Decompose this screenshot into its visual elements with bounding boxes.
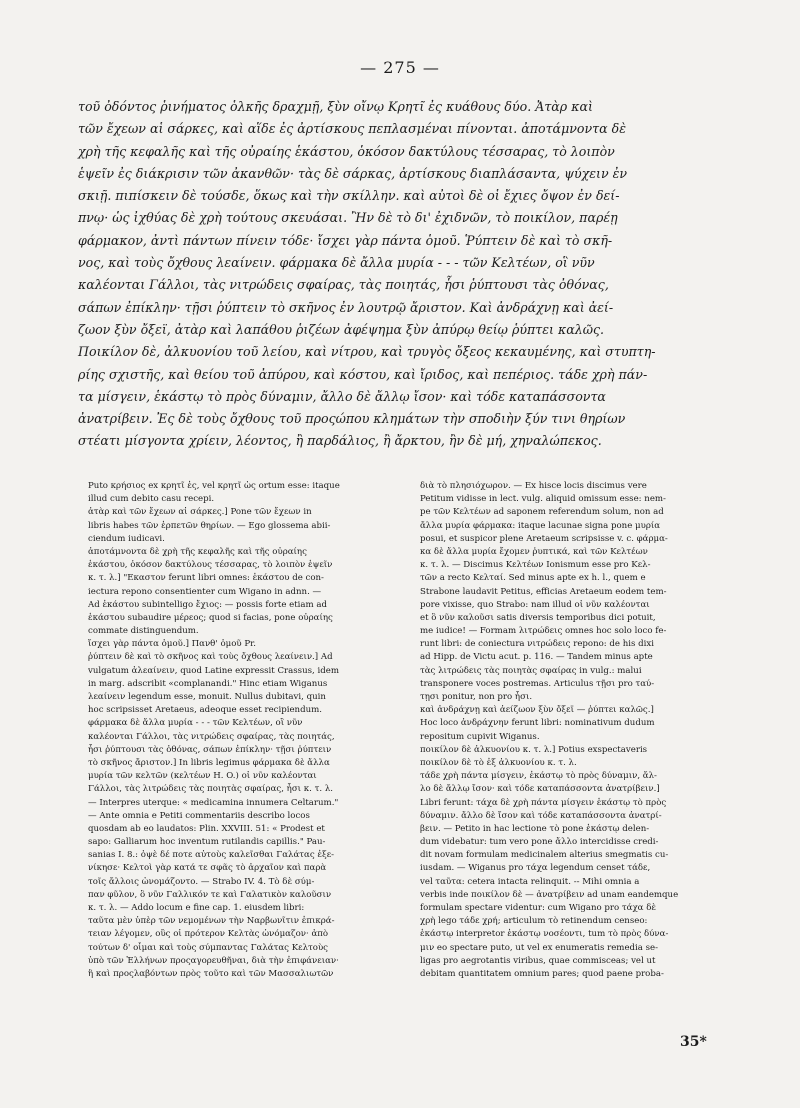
footnote-line: ad Hipp. de Victu acut. p. 116. — Tandem minus apte [420,652,653,663]
footnote-line: κ. τ. λ. — Discimus Κελτέων Ionismum esse pro Κελ- [420,560,651,571]
footnote-line: καὶ ἀνδράχνῃ καὶ ἀείζωον ξὺν ὄξεϊ — ῥύπτει καλῶς.] [420,705,654,716]
footnote-line: et ὃ νῦν καλοῦσι satis diversis temporibus dici potuit, [420,612,656,623]
footnote-line: ligas pro aegrotantis viribus, quae commisceas; vel ut [420,955,656,966]
footnote-line: debitam quantitatem omnium pares; quod paene proba- [420,968,664,979]
main-text-line: σάπων ἐπίκλην· τῇσι ῥύπτειν τὸ σκῆνος ἐν λουτρῷ ἄριστον. Καὶ ἀνδράχνῃ καὶ ἀεί- [78,299,614,315]
footnote-line: χρὴ lego τάδε χρή; articulum τὸ retinendum censeo: [420,916,648,927]
footnote-line: μιν eo spectare puto, ut vel ex enumeratis remedia se- [420,942,659,953]
footnote-line: βειν. — Petito in hac lectione τὸ pone ἑκάστῳ delen- [420,823,650,834]
footnote-line: Ad ἑκάστου subintelligo ἔχιος: — possis forte etiam ad [88,599,328,610]
footnote-line: Strabone laudavit Petitus, efficias Aretaeum eodem tem- [420,586,667,597]
main-text-line: καλέονται Γάλλοι, τὰς νιτρώδεις σφαίρας, τὰς ποιητάς, ἧσι ῥύπτουσι τὰς ὀθόνας, [78,277,609,293]
footnote-line: τούτων δ' οἶμαι καὶ τοὺς σύμπαντας Γαλάτας Κελτοὺς [88,942,328,953]
main-text-line: τα μίσγειν, ἑκάστῳ τὸ πρὸς δύναμιν, ἄλλο δὲ ἄλλῳ ἴσον· καὶ τόδε καταπάσσοντα [78,388,606,404]
footnote-line: sapo: Galliarum hoc inventum rutilandis capillis." Pau- [88,837,326,848]
footnote-line: commate distinguendum. [88,626,199,637]
footnote-line: τάδε χρὴ πάντα μίσγειν, ἑκάστῳ τὸ πρὸς δύναμιν, ἄλ- [420,771,657,782]
footnote-line: κ. τ. λ.] "Εκαστον ferunt libri omnes: ἑκάστου de con- [88,573,324,584]
footnote-line: posui, et suspicor plene Aretaeum scripsisse v. c. φάρμα- [420,533,668,544]
footnote-line: ποικίλον δὲ τὸ ἐξ ἀλκυονίου κ. τ. λ. [420,757,577,768]
footnote-line: libris habes τῶν ἑρπετῶν θηρίων. — Ego glossema abii- [88,520,331,531]
main-text-line: στέατι μίσγοντα χρίειν, λέοντος, ἢ παρδάλιος, ἢ ἄρκτου, ἢν δὲ μή, χηναλώπεκος. [78,433,602,449]
footnote-line: quosdam ab eo laudatos: Plin. XXVIII. 51: « Prodest et [88,823,325,834]
footnote-line: Hoc loco ἀνδράχνην ferunt libri: nominativum dudum [420,718,655,729]
footnote-line: φάρμακα δὲ ἄλλα μυρία - - - τῶν Κελτέων, οἳ νῦν [88,718,303,729]
footnote-line: sanias I. 8.: ὀψὲ δέ ποτε αὐτοὺς καλεῖσθαι Γαλάτας ἐξε- [88,850,335,861]
footnote-line: me iudice! — Formam λιτρώδεις omnes hoc solo loco fe- [420,626,667,637]
footnote-line: ἀποτάμνοντα δὲ χρὴ τῆς κεφαλῆς καὶ τῆς οὐραίης [88,546,307,557]
main-text-line: σκιῇ. πιπίσκειν δὲ τούσδε, ὅκως καὶ τὴν σκίλλην. καὶ αὐτοὶ δὲ οἱ ἔχιες ὄψον ἐν δεί- [78,188,620,204]
footnote-line: παν φῦλον, ὃ νῦν Γαλλικόν τε καὶ Γαλατικὸν καλοῦσιν [88,889,332,900]
footnote-line: κα δὲ ἄλλα μυρία ἔχομεν ῥυπτικά, καὶ τῶν Κελτέων [420,546,648,557]
footnote-line: κ. τ. λ. — Addo locum e fine cap. 1. eiusdem libri: [88,903,305,913]
main-text-line: τοῦ ὀδόντος ῥινήματος ὁλκῆς δραχμῇ, ξὺν οἴνῳ Κρητῖ ἐς κυάθους δύο. Ἀτὰρ καὶ [78,99,593,114]
footnote-line: Puto κρήσιος ex κρητῖ ἐς, vel κρητῖ ὡς ortum esse: itaque [88,481,340,491]
footnote-line: ἑκάστῳ interpretor ἑκάστῳ νοσέοντι, tum τὸ πρὸς δύνα- [420,929,669,940]
footnote-line: Libri ferunt: τάχα δὲ χρὴ πάντα μίσγειν ἑκάστῳ τὸ πρὸς [420,797,667,808]
footnote-line: ὑπὸ τῶν Ἑλλήνων προςαγορευθῆναι, διὰ τὴν ἐπιφάνειαν· [88,955,339,966]
footnote-line: illud cum debito casu recepi. [88,494,215,505]
footnotes [88,480,728,981]
footnote-line: τῃσι ponitur, non pro ἧσι. [420,692,533,702]
footnote-line: ἧσι ῥύπτουσι τὰς ὀθόνας, σάπων ἐπίκλην· τῇσι ῥύπτειν [88,744,332,755]
footnote-line: dit novam formulam medicinalem alterius smegmatis cu- [420,850,669,861]
footnote-line: ῥύπτειν δὲ καὶ τὸ σκῆνος καὶ τοὺς ὄχθους λεαίνειν.] Ad [88,652,333,663]
footnote-line: in marg. adscribit «complanandi." Hinc etiam Wiganus [88,678,328,689]
footnote-line: ἑκάστου subaudire μέρεος; quod si facias, pone οὐραίης [88,612,333,623]
footnote-line: διὰ τὸ πλησιόχωρον. — Ex hisce locis discimus vere [420,481,647,491]
footnote-line: μυρία τῶν κελτῶν (κελτέων H. O.) οἱ νῦν καλέονται [88,771,317,782]
footnote-line: — Ante omnia e Petiti commentariis describo locos [88,810,310,821]
footnote-line: λεαίνειν legendum esse, monuit. Nullus dubitavi, quin [88,692,326,702]
footnote-line: ἴσχει γὰρ πάντα ὁμοῦ.] Πανθ' ὁμοῦ Pr. [88,639,257,650]
footnote-line: ποικίλον δὲ ἀλκυονίου κ. τ. λ.] Potius exspectaveris [420,744,648,755]
footnote-line: iectura repono consentienter cum Wigano in adnn. — [88,586,322,597]
footnote-line: ταῦτα μὲν ὑπὲρ τῶν νεμομένων τὴν Ναρβωνῖτιν ἐπικρά- [88,916,335,927]
footnote-line: transponere voces postremas. Articulus τῇσι pro ταύ- [420,678,655,689]
main-text-line: τῶν ἔχεων αἱ σάρκες, καὶ αἵδε ἐς ἀρτίσκους πεπλασμέναι πίνονται. ἀποτάμνοντα δὲ [78,121,626,137]
footnote-line: Γάλλοι, τὰς λιτρώδεις τὰς ποιητὰς σφαίρας, ἧσι κ. τ. λ. [88,784,334,795]
footnote-line: τειαν λέγομεν, οὓς οἱ πρότερον Κελτὰς ὠνόμαζον· ἀπὸ [88,929,329,940]
footnote-line: ciendum iudicavi. [88,533,165,544]
footnote-line: νίκησε· Κελτοὶ γὰρ κατά τε σφᾶς τὸ ἀρχαῖον καὶ παρὰ [88,863,327,874]
footnote-line: δύναμιν. ἄλλο δὲ ἴσον καὶ τόδε καταπάσσοντα ἀνατρί- [420,810,662,821]
main-text-line: ἑψεῖν ἐς διάκρισιν τῶν ἀκανθῶν· τὰς δὲ σάρκας, ἀρτίσκους διαπλάσαντα, ψύχειν ἐν [78,165,628,181]
footnote-line: vulgatum ἀλεαίνειν, quod Latine expressit Crassus, idem [88,665,339,676]
footnote-line: τῶν a recto Κελταί. Sed minus apte ex h. l., quem e [420,573,646,584]
footnote-line: καλέονται Γάλλοι, τὰς νιτρώδεις σφαίρας, τὰς ποιητάς, [88,731,335,742]
footnote-line: iusdam. — Wiganus pro τάχα legendum censet τάδε, [420,863,651,874]
footnote-line: τὸ σκῆνος ἄριστον.] In libris legimus φάρμακα δὲ ἄλλα [88,757,330,768]
main-text-line: νος, καὶ τοὺς ὄχθους λεαίνειν. φάρμακα δὲ ἄλλα μυρία - - - τῶν Κελτέων, οἳ νῦν [78,255,595,271]
footnote-line: ἀτὰρ καὶ τῶν ἔχεων αἱ σάρκες.] Pone τῶν ἔχεων in [88,507,312,518]
footnote-line: τὰς λιτρώδεις τὰς ποιητὰς σφαίρας in vulg.: malui [420,665,642,676]
footnote-line: verbis inde ποικίλον δὲ — ἀνατρίβειν ad unam eandemque [420,889,679,900]
signature-mark: 35* [680,1034,707,1050]
footnote-line: λο δὲ ἄλλῳ ἴσον· καὶ τόδε καταπάσσοντα ἀνατρίβειν.] [420,784,660,795]
main-greek-text [78,96,728,453]
footnote-line: dum videbatur: tum vero pone ἄλλο intercidisse credi- [420,837,659,848]
footnote-line: — Interpres uterque: « medicamina innumera Celtarum." [88,797,339,808]
footnote-line: τοῖς ἄλλοις ὠνομάζοντο. — Strabo IV. 4. Τὸ δὲ σύμ- [88,876,315,887]
footnote-line: formulam spectare videntur: cum Wigano pro τάχα δὲ [420,903,656,913]
footnote-line: runt libri: de coniectura νιτρώδεις repono: de his dixi [420,639,655,650]
footnotes-right-column [420,480,728,981]
main-text-line: ρίης σχιστῆς, καὶ θείου τοῦ ἀπύρου, καὶ κόστου, καὶ ἴριδος, καὶ πεπέριος. τάδε χρὴ πάν- [78,366,648,382]
main-text-line: χρὴ τῆς κεφαλῆς καὶ τῆς οὐραίης ἑκάστου, ὁκόσον δακτύλους τέσσαρας, τὸ λοιπὸν [78,143,615,159]
footnote-line: ἢ καὶ προςλαβόντων πρὸς τοῦτο καὶ τῶν Μασσαλιωτῶν [88,968,334,979]
page-number: — 275 — [360,58,440,77]
footnote-line: Petitum vidisse in lect. vulg. aliquid omissum esse: nem- [420,494,666,505]
footnotes-left-column [88,480,396,981]
footnote-line: pe τῶν Κελτέων ad saponem referendum solum, non ad [420,507,664,518]
footnote-line: vel ταῦτα: cetera intacta relinquit. -- Mihi omnia a [420,876,640,887]
footnote-line: ἄλλα μυρία φάρμακα: itaque lacunae signa pone μυρία [420,520,661,531]
main-text-line: Ποικίλον δὲ, ἀλκυονίου τοῦ λείου, καὶ νίτρου, καὶ τρυγὸς ὄξεος κεκαυμένης, καὶ στυπτη- [78,344,656,360]
main-text-line: ἀνατρίβειν. Ἐς δὲ τοὺς ὄχθους τοῦ προςώπου κλημάτων τὴν σποδιὴν ξύν τινι θηρίων [78,411,626,427]
main-text-line: φάρμακον, ἀντὶ πάντων πίνειν τόδε· ἴσχει γὰρ πάντα ὁμοῦ. Ῥύπτειν δὲ καὶ τὸ σκῆ- [78,232,613,248]
footnote-line: repositum cupivit Wiganus. [420,731,540,742]
main-text-line: ζωον ξὺν ὄξεϊ, ἀτὰρ καὶ λαπάθου ῥιζέων ἀφέψημα ξὺν ἀπύρῳ θείῳ ῥύπτει καλῶς. [78,321,605,337]
footnote-line: hoc scripsisset Aretaeus, adeoque esset recipiendum. [88,705,323,716]
footnote-line: ἑκάστου, ὁκόσον δακτύλους τέσσαρας, τὸ λοιπὸν ἑψεῖν [88,560,333,571]
main-text-line: πνῳ· ὡς ἰχθύας δὲ χρὴ τούτους σκευάσαι. Ἢν δὲ τὸ δι' ἐχιδνῶν, τὸ ποικίλον, παρέῃ [78,210,618,226]
footnote-line: pore vixisse, quo Strabo: nam illud οἱ νῦν καλέονται [420,599,650,610]
